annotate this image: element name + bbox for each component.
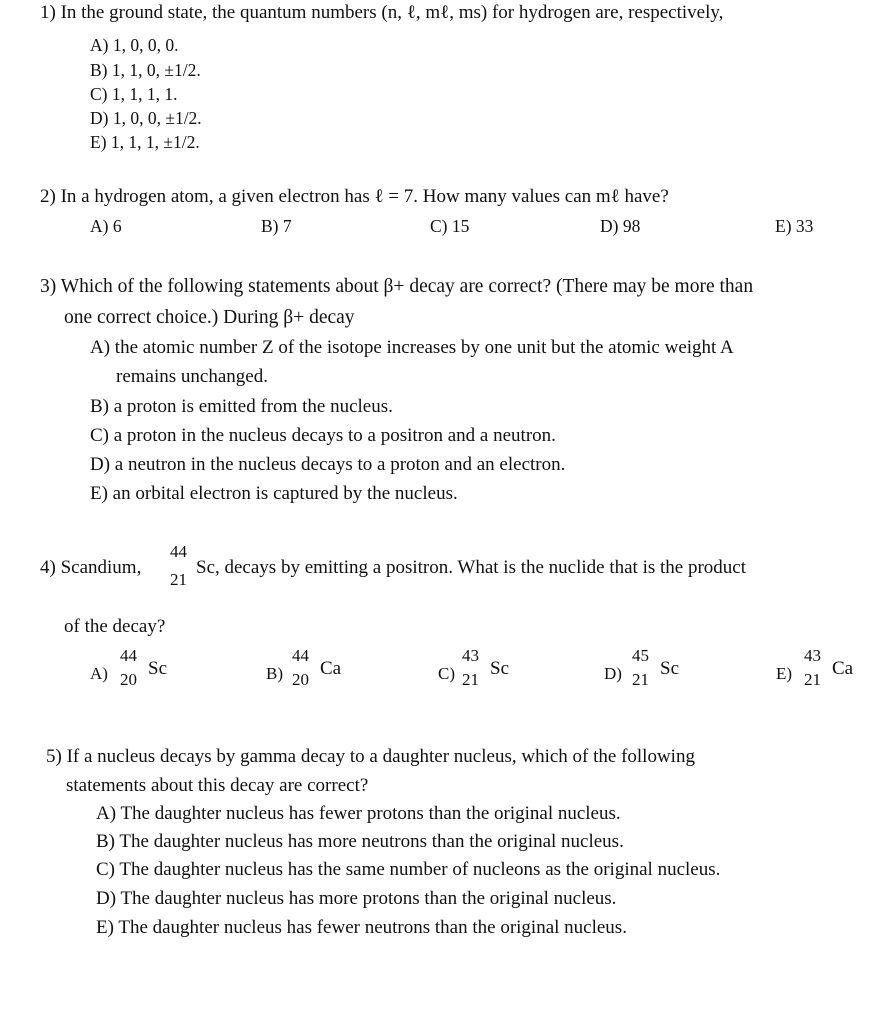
question-3-stem-line-1: 3) Which of the following statements about β+ decay are correct? (There may be more than: [40, 276, 754, 297]
question-4-option-c-symbol: Sc: [490, 658, 509, 679]
question-5-option-e: E) The daughter nucleus has fewer neutrons than the original nucleus.: [96, 917, 627, 938]
question-2-option-c: C) 15: [430, 216, 470, 236]
question-4-option-d-atomic: 21: [632, 670, 649, 689]
question-4-option-e-symbol: Ca: [832, 658, 854, 679]
question-4-option-a-label: A): [90, 664, 108, 683]
question-5-option-a: A) The daughter nucleus has fewer protons than the original nucleus.: [96, 803, 621, 824]
question-2-option-e: E) 33: [775, 216, 814, 236]
question-5-option-d: D) The daughter nucleus has more protons than the original nucleus.: [96, 888, 617, 909]
question-4-option-e-label: E): [776, 664, 793, 683]
question-2-option-a: A) 6: [90, 216, 122, 236]
question-2-option-d: D) 98: [600, 216, 641, 236]
question-4-option-b-symbol: Ca: [320, 658, 342, 679]
question-4-option-d-label: D): [604, 664, 622, 683]
question-4-stem-atomic-number: 21: [170, 570, 187, 589]
question-3-option-b: B) a proton is emitted from the nucleus.: [90, 396, 393, 417]
question-5-option-b: B) The daughter nucleus has more neutrons than the original nucleus.: [96, 831, 624, 852]
question-4-option-b-label: B): [266, 664, 283, 683]
question-2-stem: 2) In a hydrogen atom, a given electron has ℓ = 7. How many values can mℓ have?: [40, 186, 669, 207]
question-4-option-b-mass: 44: [292, 646, 309, 665]
question-3-stem-line-2: one correct choice.) During β+ decay: [64, 307, 355, 328]
question-4-stem-prefix: 4) Scandium,: [40, 557, 142, 578]
question-3-option-d: D) a neutron in the nucleus decays to a proton and an electron.: [90, 454, 566, 475]
question-1-option-d: D) 1, 0, 0, ±1/2.: [90, 108, 202, 128]
question-1-option-b: B) 1, 1, 0, ±1/2.: [90, 60, 201, 80]
question-4-stem-line-2: of the decay?: [64, 616, 166, 637]
question-4-option-a-atomic: 20: [120, 670, 137, 689]
question-1-stem: 1) In the ground state, the quantum numbers (n, ℓ, mℓ, ms) for hydrogen are, respectively,: [40, 2, 724, 23]
question-2-option-b: B) 7: [261, 216, 292, 236]
question-4-option-c-atomic: 21: [462, 670, 479, 689]
question-3-option-c: C) a proton in the nucleus decays to a positron and a neutron.: [90, 425, 556, 446]
question-4-option-c-mass: 43: [462, 646, 479, 665]
question-4-option-e-atomic: 21: [804, 670, 821, 689]
question-4-option-b-atomic: 20: [292, 670, 309, 689]
question-3-option-e: E) an orbital electron is captured by the nucleus.: [90, 483, 458, 504]
question-1-option-c: C) 1, 1, 1, 1.: [90, 84, 178, 104]
question-3-option-a-line-1: A) the atomic number Z of the isotope increases by one unit but the atomic weight A: [90, 337, 734, 358]
question-5-option-c: C) The daughter nucleus has the same number of nucleons as the original nucleus.: [96, 859, 721, 880]
question-5-stem-line-1: 5) If a nucleus decays by gamma decay to a daughter nucleus, which of the following: [46, 746, 695, 767]
question-4-option-d-symbol: Sc: [660, 658, 679, 679]
question-4-option-c-label: C): [438, 664, 455, 683]
question-3-option-a-line-2: remains unchanged.: [116, 366, 268, 387]
question-1-option-e: E) 1, 1, 1, ±1/2.: [90, 132, 200, 152]
question-4-option-e-mass: 43: [804, 646, 821, 665]
question-4-option-a-mass: 44: [120, 646, 137, 665]
question-4-option-d-mass: 45: [632, 646, 649, 665]
question-4-stem-mass-number: 44: [170, 542, 187, 561]
question-5-stem-line-2: statements about this decay are correct?: [66, 775, 369, 796]
question-4-option-a-symbol: Sc: [148, 658, 167, 679]
question-4-stem-suffix: Sc, decays by emitting a positron. What is the nuclide that is the product: [196, 557, 747, 578]
question-1-option-a: A) 1, 0, 0, 0.: [90, 35, 179, 55]
